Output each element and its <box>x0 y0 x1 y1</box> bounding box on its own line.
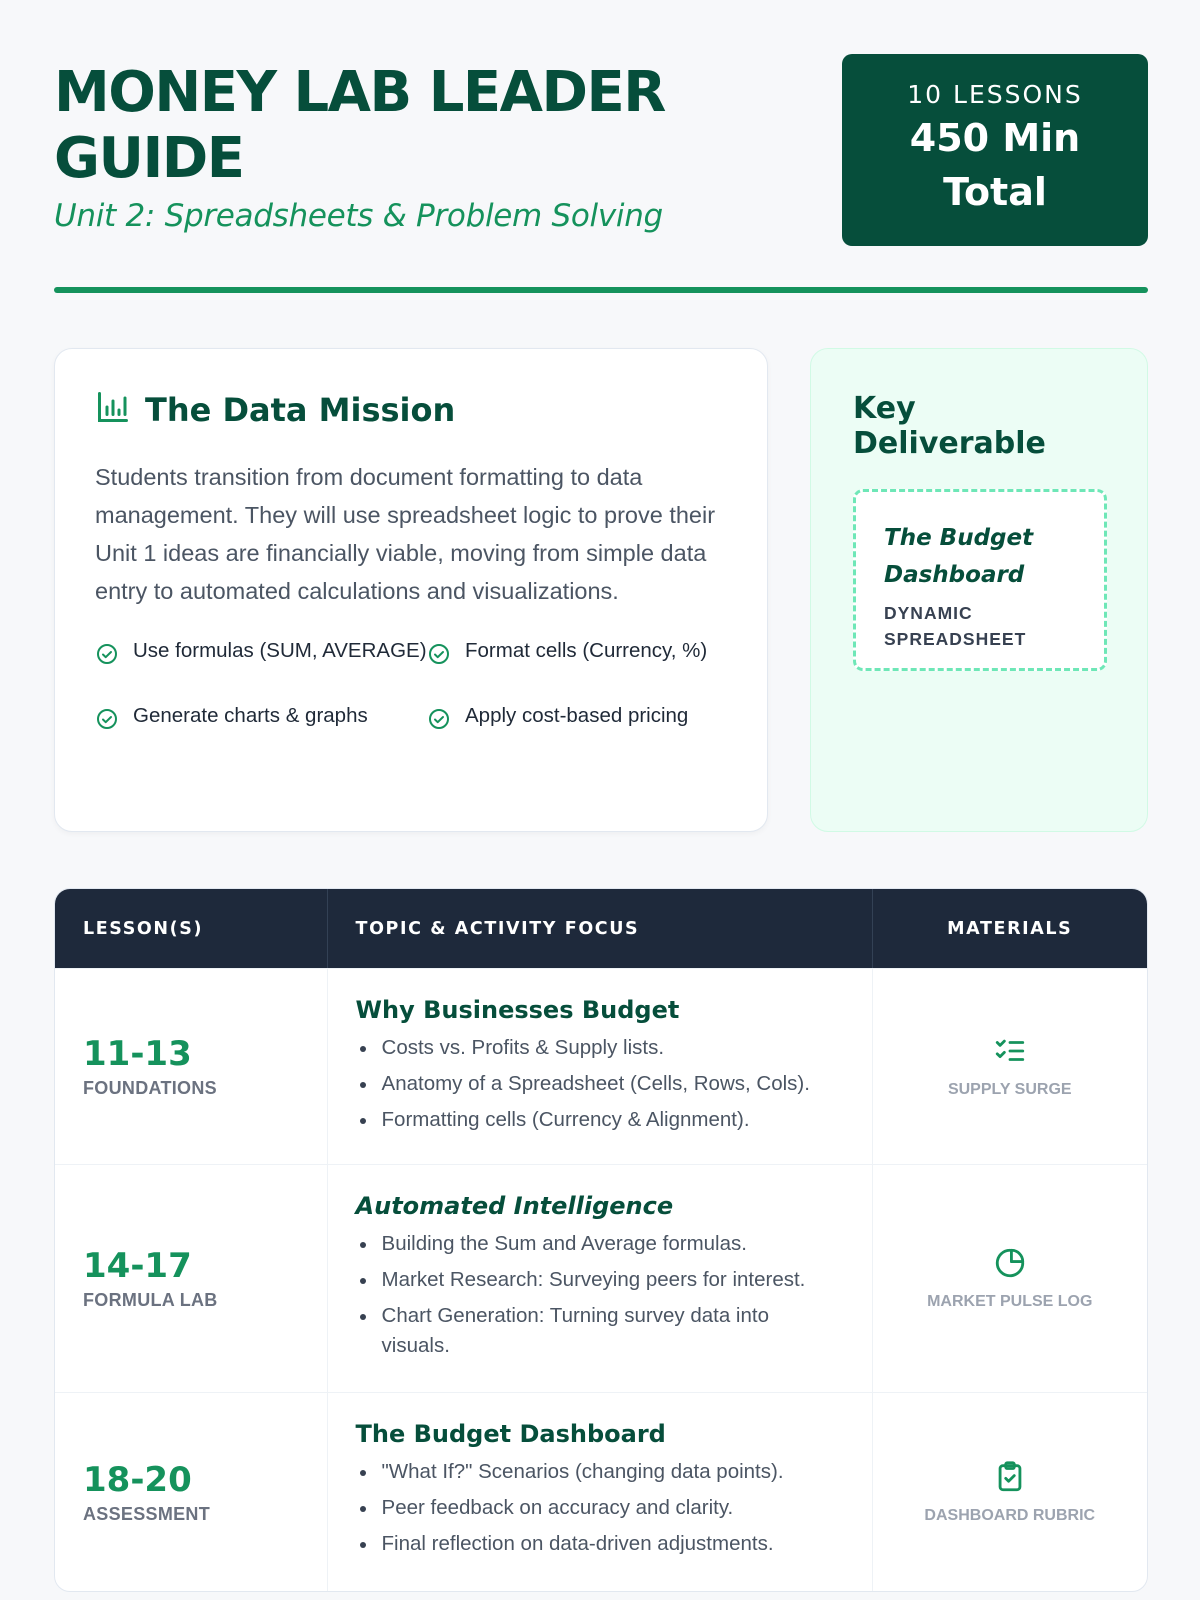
key-deliverable-card <box>810 348 1148 832</box>
table-row <box>55 968 1147 1164</box>
check-label: Apply cost-based pricing <box>465 704 689 727</box>
mission-text: Students transition from document formatting to data management. They will use spreadsheet logic to prove their Unit 1 ideas are financially viable, moving from simple data entry to automated calculations and visualizations. <box>95 464 716 604</box>
page-title: MONEY LAB LEADER GUIDE <box>54 60 665 191</box>
data-mission-card <box>54 348 768 832</box>
badge-minutes: 450 Min <box>909 116 1081 160</box>
material-label: DASHBOARD RUBRIC <box>924 1507 1096 1524</box>
check-item <box>427 701 727 740</box>
list-checks-icon <box>993 1034 1027 1073</box>
badge-lessons: 10 LESSONS <box>907 80 1083 109</box>
column-header-materials: MATERIALS <box>947 918 1073 939</box>
lesson-category: FOUNDATIONS <box>83 1078 217 1098</box>
deliverable-type: DYNAMIC SPREADSHEET <box>884 603 1027 649</box>
check-circle-icon <box>427 636 451 675</box>
topic-bullet: Final reflection on data-driven adjustments. <box>356 1529 836 1559</box>
table-row <box>55 1164 1147 1392</box>
topic-title: The Budget Dashboard <box>355 1420 666 1448</box>
check-item <box>427 636 727 675</box>
bar-chart-icon <box>95 389 131 430</box>
topic-bullet: "What If?" Scenarios (changing data points). <box>356 1457 836 1487</box>
mission-title: The Data Mission <box>145 390 456 429</box>
check-circle-icon <box>95 701 119 740</box>
check-label: Generate charts & graphs <box>133 704 368 727</box>
topic-bullet: Anatomy of a Spreadsheet (Cells, Rows, Cols). <box>356 1069 836 1099</box>
topic-title: Why Businesses Budget <box>355 996 680 1024</box>
badge-total: Total <box>943 170 1047 214</box>
column-header-topic: TOPIC & ACTIVITY FOCUS <box>328 889 873 968</box>
check-item <box>95 701 427 740</box>
topic-bullet: Peer feedback on accuracy and clarity. <box>356 1493 836 1523</box>
lesson-category: FORMULA LAB <box>83 1290 218 1310</box>
check-label: Use formulas (SUM, AVERAGE) <box>133 639 427 662</box>
lesson-range: 11-13 <box>83 1034 192 1074</box>
check-circle-icon <box>427 701 451 740</box>
pie-chart-icon <box>993 1246 1027 1285</box>
lessons-badge <box>842 54 1148 246</box>
topic-bullet: Formatting cells (Currency & Alignment). <box>356 1105 836 1135</box>
deliverable-box <box>853 489 1107 671</box>
material-label: SUPPLY SURGE <box>947 1081 1072 1098</box>
mission-checklist <box>95 636 727 740</box>
topic-bullet: Market Research: Surveying peers for interest. <box>356 1265 836 1295</box>
topic-title: Automated Intelligence <box>355 1192 674 1220</box>
check-item <box>95 636 427 675</box>
lesson-category: ASSESSMENT <box>83 1504 211 1524</box>
deliverable-name: The Budget Dashboard <box>884 525 1034 588</box>
header-divider <box>54 287 1148 293</box>
lesson-range: 14-17 <box>83 1246 192 1286</box>
column-header-lessons: LESSON(S) <box>55 889 328 968</box>
check-label: Format cells (Currency, %) <box>465 639 708 662</box>
topic-bullet: Costs vs. Profits & Supply lists. <box>356 1033 836 1063</box>
page-subtitle: Unit 2: Spreadsheets & Problem Solving <box>54 198 663 234</box>
topic-bullet: Chart Generation: Turning survey data into visuals. <box>356 1301 836 1361</box>
deliverable-title: Key Deliverable <box>853 391 1046 461</box>
material-label: MARKET PULSE LOG <box>927 1293 1093 1310</box>
lesson-range: 18-20 <box>83 1460 192 1500</box>
table-header <box>55 889 1147 968</box>
lesson-table <box>54 888 1148 1592</box>
topic-bullet: Building the Sum and Average formulas. <box>356 1229 836 1259</box>
page-header <box>54 60 1148 260</box>
clipboard-check-icon <box>993 1460 1027 1499</box>
table-row <box>55 1392 1147 1592</box>
check-circle-icon <box>95 636 119 675</box>
